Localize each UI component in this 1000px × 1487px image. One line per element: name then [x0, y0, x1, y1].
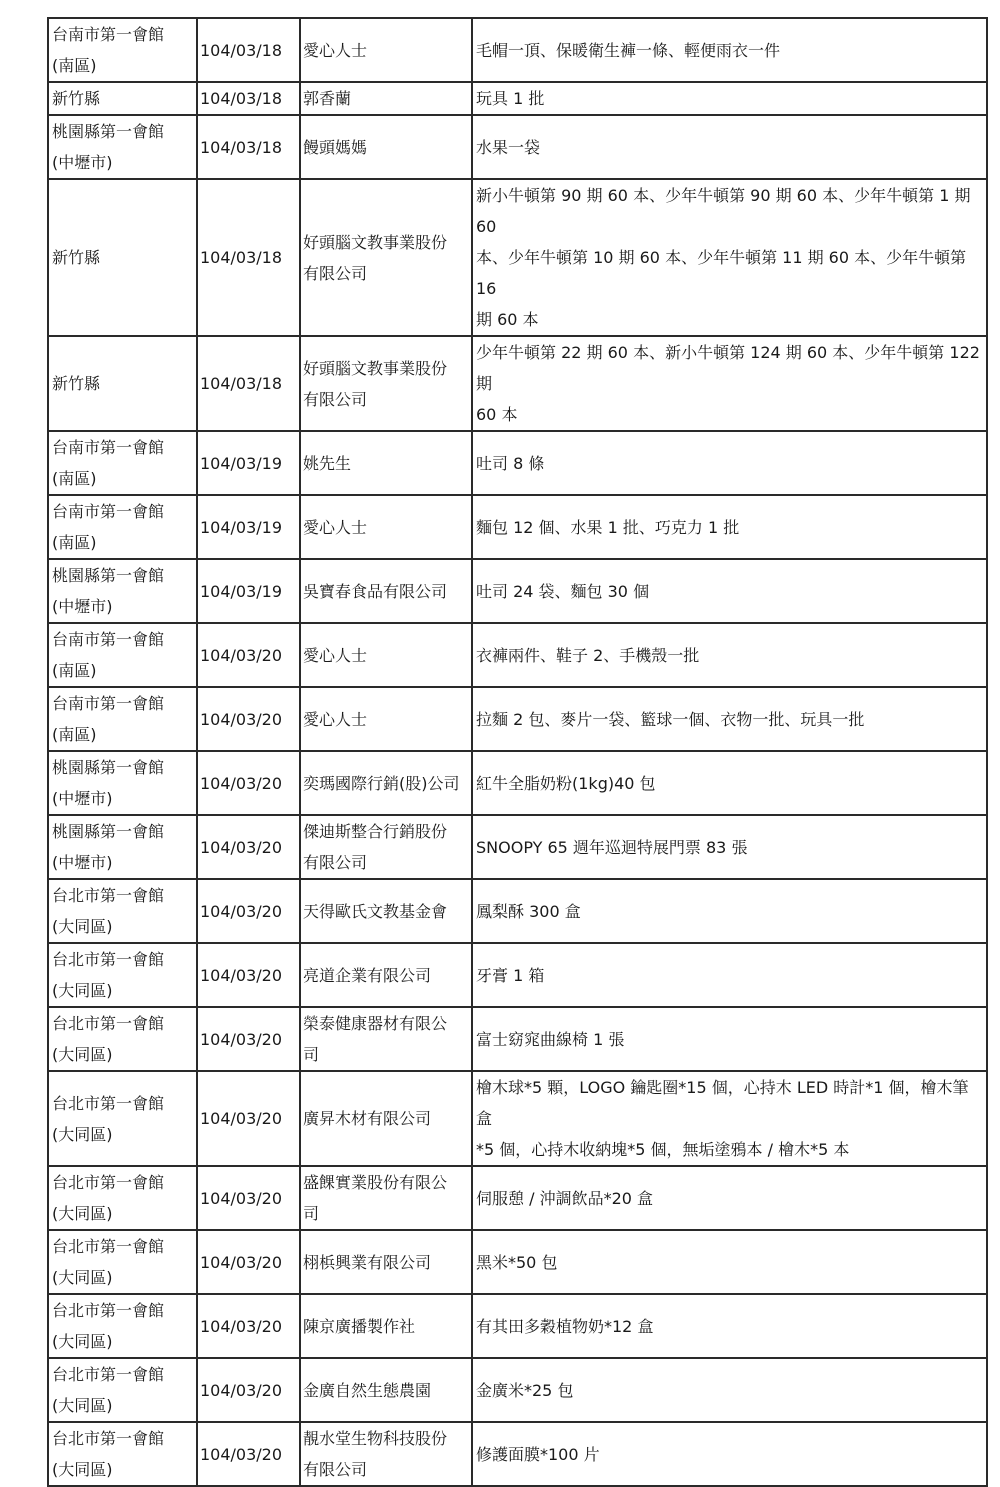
table-row [48, 623, 987, 687]
table-row [48, 1071, 987, 1166]
donor-cell [300, 1230, 472, 1294]
items-cell [472, 1294, 987, 1358]
donor-cell [300, 815, 472, 879]
items-cell [472, 1071, 987, 1166]
location-line: (南區) [52, 469, 97, 488]
location-cell [48, 495, 197, 559]
location-line: 台北市第一會館 [52, 1093, 165, 1113]
donor-line: 奕瑪國際行銷(股)公司 [303, 773, 460, 793]
location-line: 桃園縣第一會館 [52, 122, 165, 141]
location-line: (大同區) [52, 1124, 113, 1144]
location-line: 台南市第一會館 [52, 502, 165, 521]
date-cell: 104/03/20 [197, 1422, 300, 1486]
donor-line: 好頭腦文教事業股份 [303, 232, 448, 252]
location-line: (大同區) [52, 917, 113, 936]
items-line: 吐司 8 條 [476, 453, 545, 473]
date-cell: 104/03/20 [197, 687, 300, 751]
items-line: 水果一袋 [476, 137, 541, 157]
location-cell [48, 1007, 197, 1071]
location-cell [48, 687, 197, 751]
donor-cell [300, 687, 472, 751]
items-line: 本、少年牛頓第 10 期 60 本、少年牛頓第 11 期 60 本、少年牛頓第 16 [476, 248, 967, 298]
date-cell: 104/03/19 [197, 431, 300, 495]
donor-cell [300, 115, 472, 179]
donor-line: 有限公司 [303, 1460, 368, 1479]
date-cell: 104/03/20 [197, 815, 300, 879]
location-line: (大同區) [52, 1460, 113, 1479]
location-cell [48, 815, 197, 879]
items-cell [472, 687, 987, 751]
donor-line: 盛餜實業股份有限公 [303, 1173, 448, 1192]
location-line: (大同區) [52, 1268, 113, 1287]
location-cell [48, 1071, 197, 1166]
location-line: 桃園縣第一會館 [52, 566, 165, 585]
date-cell: 104/03/20 [197, 1166, 300, 1230]
items-line: 衣褲兩件、鞋子 2、手機殼一批 [476, 645, 700, 665]
donor-line: 姚先生 [303, 453, 352, 473]
donor-line: 司 [303, 1204, 320, 1223]
donor-cell [300, 1071, 472, 1166]
table-row [48, 18, 987, 82]
donation-table-body [48, 18, 987, 1486]
items-line: 金廣米*25 包 [476, 1380, 574, 1400]
donor-cell [300, 82, 472, 115]
table-row [48, 1166, 987, 1230]
donor-cell [300, 179, 472, 336]
items-line: 有其田多穀植物奶*12 盒 [476, 1316, 654, 1336]
items-cell [472, 815, 987, 879]
items-line: 毛帽一頂、保暖衛生褲一條、輕便雨衣一件 [476, 40, 781, 60]
date-cell: 104/03/20 [197, 879, 300, 943]
date-cell: 104/03/20 [197, 1294, 300, 1358]
location-cell [48, 18, 197, 82]
date-cell: 104/03/20 [197, 623, 300, 687]
items-cell [472, 179, 987, 336]
table-row [48, 1422, 987, 1486]
items-cell [472, 495, 987, 559]
donor-line: 栩梹興業有限公司 [303, 1252, 432, 1272]
table-row [48, 559, 987, 623]
location-cell [48, 1166, 197, 1230]
date-cell: 104/03/19 [197, 495, 300, 559]
location-cell [48, 1358, 197, 1422]
donor-line: 靚水堂生物科技股份 [303, 1429, 448, 1448]
location-line: (大同區) [52, 981, 113, 1000]
table-row [48, 1294, 987, 1358]
items-line: 麵包 12 個、水果 1 批、巧克力 1 批 [476, 517, 740, 537]
items-cell [472, 336, 987, 431]
items-line: 伺服憩 / 沖調飲品*20 盒 [476, 1188, 654, 1208]
items-cell [472, 1230, 987, 1294]
items-line: 檜木球*5 顆，LOGO 鑰匙圈*15 個，心持木 LED 時計*1 個，檜木筆盒 [476, 1078, 969, 1128]
donor-line: 吳寶春食品有限公司 [303, 581, 448, 601]
location-line: (中壢市) [52, 853, 113, 872]
location-cell [48, 559, 197, 623]
table-row [48, 431, 987, 495]
date-cell: 104/03/20 [197, 943, 300, 1007]
items-line: *5 個，心持木收納塊*5 個，無垢塗鴉本 / 檜木*5 本 [476, 1140, 850, 1159]
table-row [48, 179, 987, 336]
items-line: 60 本 [476, 405, 518, 424]
location-line: 台北市第一會館 [52, 1173, 165, 1192]
donor-cell [300, 623, 472, 687]
location-line: 台南市第一會館 [52, 25, 165, 44]
donor-cell [300, 1422, 472, 1486]
donor-line: 愛心人士 [303, 709, 368, 729]
items-cell [472, 943, 987, 1007]
donor-line: 郭香蘭 [303, 89, 352, 108]
items-line: 鳳梨酥 300 盒 [476, 901, 581, 921]
items-cell [472, 559, 987, 623]
donor-line: 愛心人士 [303, 517, 368, 537]
location-line: 台南市第一會館 [52, 438, 165, 457]
donor-cell [300, 1294, 472, 1358]
location-line: 台北市第一會館 [52, 1301, 165, 1320]
location-line: (南區) [52, 661, 97, 680]
items-cell [472, 431, 987, 495]
donor-cell [300, 431, 472, 495]
donor-line: 榮泰健康器材有限公 [303, 1014, 448, 1033]
donor-cell [300, 943, 472, 1007]
items-cell [472, 115, 987, 179]
donor-line: 愛心人士 [303, 40, 368, 60]
donor-line: 天得歐氏文教基金會 [303, 901, 448, 921]
date-cell: 104/03/20 [197, 1358, 300, 1422]
location-line: (南區) [52, 533, 97, 552]
table-row [48, 495, 987, 559]
donor-line: 廣昇木材有限公司 [303, 1109, 432, 1128]
donor-cell [300, 495, 472, 559]
date-cell: 104/03/20 [197, 1071, 300, 1166]
table-row [48, 336, 987, 431]
items-line: 玩具 1 批 [476, 89, 545, 108]
items-cell [472, 1358, 987, 1422]
donation-table [47, 17, 988, 1487]
items-line: 拉麵 2 包、麥片一袋、籃球一個、衣物一批、玩具一批 [476, 709, 865, 729]
table-row [48, 1358, 987, 1422]
location-cell [48, 623, 197, 687]
donor-line: 亮道企業有限公司 [303, 965, 432, 985]
location-line: (大同區) [52, 1204, 113, 1223]
location-cell [48, 943, 197, 1007]
date-cell: 104/03/18 [197, 336, 300, 431]
table-row [48, 943, 987, 1007]
location-cell [48, 336, 197, 431]
table-row [48, 751, 987, 815]
items-cell [472, 82, 987, 115]
location-cell [48, 179, 197, 336]
donor-cell [300, 879, 472, 943]
location-line: 台北市第一會館 [52, 1365, 165, 1384]
donor-line: 饅頭媽媽 [303, 137, 368, 157]
items-cell [472, 18, 987, 82]
donor-cell [300, 559, 472, 623]
table-row [48, 879, 987, 943]
items-cell [472, 1422, 987, 1486]
table-row [48, 115, 987, 179]
donor-cell [300, 1358, 472, 1422]
location-cell [48, 751, 197, 815]
items-line: 新小牛頓第 90 期 60 本、少年牛頓第 90 期 60 本、少年牛頓第 1 期 60 [476, 186, 971, 236]
location-line: (南區) [52, 725, 97, 744]
items-cell [472, 1166, 987, 1230]
donor-line: 有限公司 [303, 389, 368, 409]
table-row [48, 815, 987, 879]
donor-line: 有限公司 [303, 263, 368, 283]
date-cell: 104/03/20 [197, 751, 300, 815]
location-line: (大同區) [52, 1396, 113, 1415]
table-row [48, 687, 987, 751]
items-line: 黑米*50 包 [476, 1252, 558, 1272]
donor-cell [300, 18, 472, 82]
location-line: (南區) [52, 56, 97, 75]
location-line: (大同區) [52, 1045, 113, 1064]
location-line: 台北市第一會館 [52, 1429, 165, 1448]
location-line: 台南市第一會館 [52, 630, 165, 649]
date-cell: 104/03/18 [197, 115, 300, 179]
donor-cell [300, 1166, 472, 1230]
date-cell: 104/03/20 [197, 1230, 300, 1294]
donor-line: 好頭腦文教事業股份 [303, 358, 448, 378]
donor-line: 金廣自然生態農園 [303, 1380, 432, 1400]
items-line: SNOOPY 65 週年巡迴特展門票 83 張 [476, 837, 748, 857]
date-cell: 104/03/18 [197, 82, 300, 115]
donor-cell [300, 336, 472, 431]
donor-line: 傑迪斯整合行銷股份 [303, 822, 448, 841]
location-cell [48, 82, 197, 115]
donor-cell [300, 751, 472, 815]
table-row [48, 1230, 987, 1294]
location-line: (中壢市) [52, 789, 113, 808]
location-line: 新竹縣 [52, 374, 101, 393]
location-line: 桃園縣第一會館 [52, 822, 165, 841]
items-line: 吐司 24 袋、麵包 30 個 [476, 581, 650, 601]
table-row [48, 82, 987, 115]
location-line: 台北市第一會館 [52, 1014, 165, 1033]
location-cell [48, 115, 197, 179]
table-row [48, 1007, 987, 1071]
items-cell [472, 1007, 987, 1071]
items-cell [472, 623, 987, 687]
date-cell: 104/03/20 [197, 1007, 300, 1071]
items-line: 紅牛全脂奶粉(1kg)40 包 [476, 773, 656, 793]
location-line: 台北市第一會館 [52, 950, 165, 969]
location-line: 台北市第一會館 [52, 886, 165, 905]
location-line: 台南市第一會館 [52, 694, 165, 713]
items-cell [472, 751, 987, 815]
items-line: 富士窈窕曲線椅 1 張 [476, 1029, 625, 1049]
items-line: 少年牛頓第 22 期 60 本、新小牛頓第 124 期 60 本、少年牛頓第 122 期 [476, 343, 980, 393]
location-line: (中壢市) [52, 597, 113, 616]
location-cell [48, 1230, 197, 1294]
location-cell [48, 1294, 197, 1358]
donor-cell [300, 1007, 472, 1071]
location-line: (大同區) [52, 1332, 113, 1351]
donor-line: 有限公司 [303, 853, 368, 872]
date-cell: 104/03/18 [197, 179, 300, 336]
location-cell [48, 1422, 197, 1486]
donation-table-container [47, 17, 988, 1487]
items-cell [472, 879, 987, 943]
donor-line: 愛心人士 [303, 645, 368, 665]
location-line: 新竹縣 [52, 89, 101, 108]
date-cell: 104/03/19 [197, 559, 300, 623]
items-line: 期 60 本 [476, 310, 539, 329]
location-line: 桃園縣第一會館 [52, 758, 165, 777]
donor-line: 陳京廣播製作社 [303, 1316, 416, 1336]
items-line: 修護面膜*100 片 [476, 1444, 600, 1464]
location-line: 新竹縣 [52, 248, 101, 267]
location-cell [48, 431, 197, 495]
items-line: 牙膏 1 箱 [476, 965, 545, 985]
location-cell [48, 879, 197, 943]
donor-line: 司 [303, 1045, 320, 1064]
date-cell: 104/03/18 [197, 18, 300, 82]
location-line: (中壢市) [52, 153, 113, 172]
location-line: 台北市第一會館 [52, 1237, 165, 1256]
